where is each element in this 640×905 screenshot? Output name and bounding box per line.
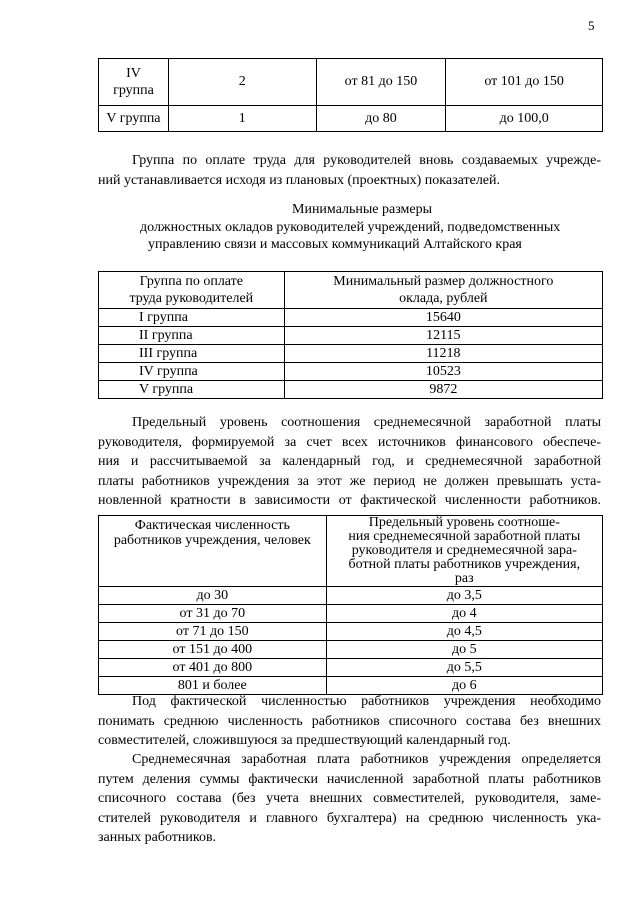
text-line: Под фактической численностью работников учреждения необходимо [132, 694, 601, 709]
table-cell-value: 15640 [284, 309, 602, 327]
text-line: занных работников. [98, 830, 217, 845]
paragraph-salary-ratio [98, 413, 601, 511]
table-cell: от 101 до 150 [446, 59, 603, 106]
table-cell-ratio: до 6 [326, 677, 602, 695]
text-line: ния и рассчитываемой за календарный год, и среднемесячной заработной [98, 454, 601, 469]
table-cell-group: II группа [99, 327, 285, 345]
ratio-table [98, 515, 603, 695]
table-cell-value: 11218 [284, 345, 602, 363]
table-cell-group: IV группа [99, 363, 285, 381]
table-row [99, 345, 603, 363]
table-row [99, 641, 603, 659]
table-cell: до 100,0 [446, 106, 603, 132]
table-cell-count: до 30 [99, 587, 327, 605]
table-cell-group: III группа [99, 345, 285, 363]
table-cell-value: 9872 [284, 381, 602, 399]
table-header-cell: Предельный уровень соотноше- ния среднемесячной заработной платы руководителя и среднемесячной зара- ботной платы работников учреждения, раз [326, 516, 602, 587]
paragraph-actual-headcount [98, 692, 601, 751]
table-cell-count: от 71 до 150 [99, 623, 327, 641]
table-cell-ratio: до 4,5 [326, 623, 602, 641]
text-line: Среднемесячная заработная плата работников учреждения определяется [132, 752, 601, 767]
table-row [99, 623, 603, 641]
table-header-cell: Фактическая численность работников учреждения, человек [99, 516, 327, 587]
text-line: новленной кратности в зависимости от фактической численности работников. [98, 493, 601, 508]
text-line: понимать среднюю численность работников списочного состава без внешних [98, 713, 601, 729]
text-line: стителей руководителя и главного бухгалтера) на среднюю численность ука- [98, 810, 601, 826]
table-row [99, 327, 603, 345]
paragraph-average-salary [98, 750, 601, 848]
text-line: платы работников учреждения за этот же период не должен превышать уста- [98, 473, 601, 489]
text-line: ний устанавливается исходя из плановых (проектных) показателей. [98, 172, 501, 188]
table-cell-count: от 151 до 400 [99, 641, 327, 659]
section-heading [98, 201, 638, 254]
table-cell-ratio: до 3,5 [326, 587, 602, 605]
salary-group-table [98, 58, 603, 132]
table-row [99, 106, 603, 132]
table-cell-ratio: до 5,5 [326, 659, 602, 677]
table-header-row [99, 516, 603, 587]
text-line: путем деления суммы фактически начисленной заработной платы работников [98, 771, 601, 787]
table-row [99, 309, 603, 327]
text-line: руководителя, формируемой за счет всех источников финансового обеспече- [98, 434, 601, 450]
table-cell-group: I группа [99, 309, 285, 327]
table-cell-count: от 31 до 70 [99, 605, 327, 623]
table-cell: до 80 [316, 106, 446, 132]
table-cell-group: V группа [99, 106, 169, 132]
table-row [99, 59, 603, 106]
text-line: совместителей, сложившуюся за предшествующий календарный год. [98, 733, 511, 748]
table-header-cell: Группа по оплате труда руководителей [99, 272, 285, 309]
table-cell-count: от 401 до 800 [99, 659, 327, 677]
table-cell-group: IV группа [99, 59, 169, 106]
text-line: списочного состава (без учета внешних совместителей, руководителя, заме- [98, 791, 601, 806]
paragraph-new-institutions [98, 151, 601, 190]
table-cell-value: 10523 [284, 363, 602, 381]
table-row [99, 363, 603, 381]
table-row [99, 381, 603, 399]
table-cell: 1 [168, 106, 316, 132]
table-row [99, 605, 603, 623]
text-line: Группа по оплате труда для руководителей вновь создаваемых учрежде- [132, 153, 601, 168]
table-row [99, 659, 603, 677]
page-number: 5 [588, 18, 595, 33]
table-header-cell: Минимальный размер должностного оклада, рублей [284, 272, 602, 309]
heading-line: Минимальные размеры [292, 202, 433, 217]
table-cell-group: V группа [99, 381, 285, 399]
table-cell-ratio: до 5 [326, 641, 602, 659]
heading-line: должностных окладов руководителей учреждений, подведомственных [140, 219, 561, 235]
heading-line: управлению связи и массовых коммуникаций Алтайского края [148, 237, 522, 252]
minimum-salary-table [98, 271, 603, 399]
table-cell-value: 12115 [284, 327, 602, 345]
table-row [99, 587, 603, 605]
table-cell-ratio: до 4 [326, 605, 602, 623]
table-cell-count: 801 и более [99, 677, 327, 695]
text-line: Предельный уровень соотношения среднемесячной заработной платы [132, 415, 601, 430]
table-cell: 2 [168, 59, 316, 106]
table-header-row [99, 272, 603, 309]
table-cell: от 81 до 150 [316, 59, 446, 106]
